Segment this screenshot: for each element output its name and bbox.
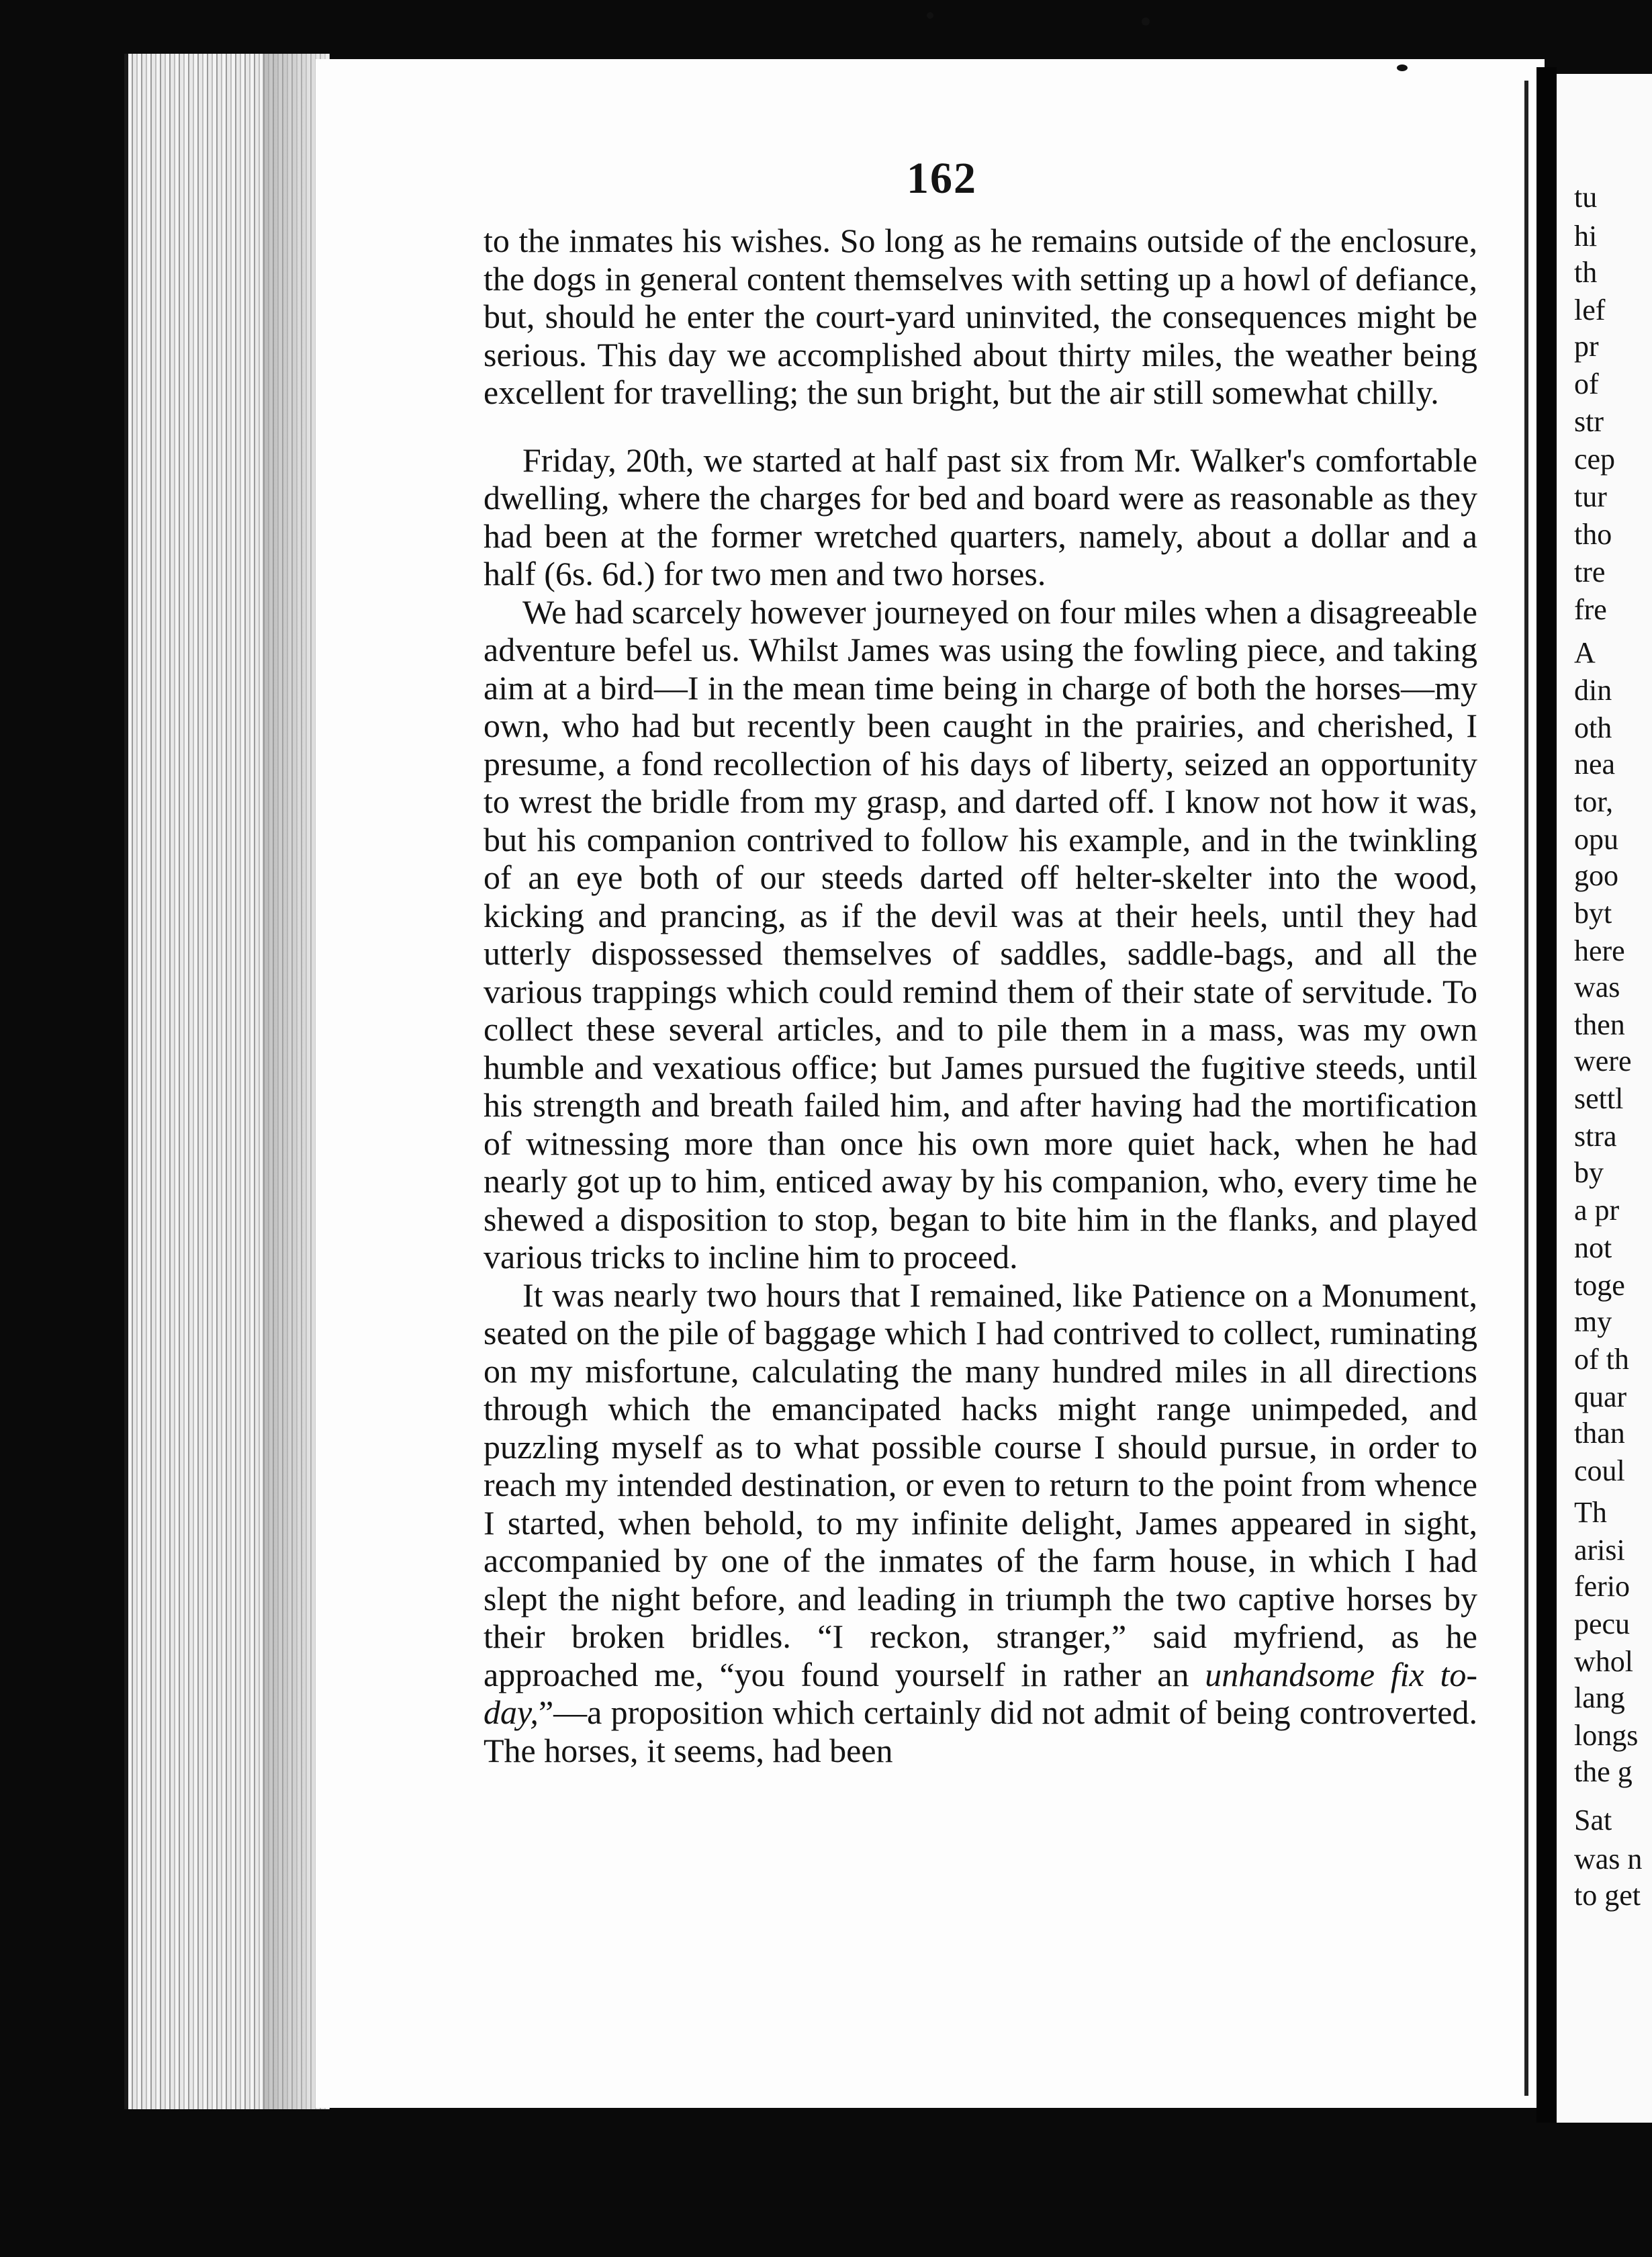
gutter-shadow bbox=[1536, 67, 1557, 2123]
facing-page-fragment: hi bbox=[1574, 220, 1598, 253]
paragraph-4-text: It was nearly two hours that I remained, like Patience on a Monument, seated on the pile of baggage which I had contrived to collect, ruminating on my misfortune, calculating the many hundred miles in all directions through which the emancipated hacks might range unimpeded, and puzzling myself as to what possible course I should pursue, in order to reach my intended destination, or even to return to the point from whence I started, when behold, to my infinite delight, James appeared in sight, accompanied by one of the inmates of the farm house, in which I had slept the night before, and leading in triumph the two captive horses by their broken bridles. “I reckon, stranger,” said myfriend, as he approached me, “you found yourself in rather an bbox=[484, 1276, 1477, 1693]
facing-page-fragment: pr bbox=[1574, 330, 1599, 363]
facing-page-fragment: opu bbox=[1574, 823, 1618, 856]
facing-page-fragment: str bbox=[1574, 405, 1604, 438]
facing-page-fragment: Th bbox=[1574, 1496, 1607, 1529]
facing-page-fragment: cep bbox=[1574, 443, 1616, 476]
facing-page-fragment: th bbox=[1574, 256, 1598, 289]
facing-page-fragment: tu bbox=[1574, 181, 1598, 214]
facing-page-fragment: whol bbox=[1574, 1645, 1633, 1678]
facing-page-fragment: was bbox=[1574, 971, 1620, 1004]
facing-page-fragment: ferio bbox=[1574, 1570, 1631, 1603]
facing-page-fragment: not bbox=[1574, 1231, 1612, 1264]
paragraph-4 bbox=[484, 1276, 1477, 1770]
facing-page-fragment: tur bbox=[1574, 480, 1607, 513]
facing-page-fragment: my bbox=[1574, 1305, 1612, 1338]
facing-page-fragment: then bbox=[1574, 1008, 1625, 1041]
facing-page-fragment: pecu bbox=[1574, 1607, 1631, 1640]
facing-page-fragment: Sat bbox=[1574, 1804, 1612, 1836]
facing-page-fragment: to get bbox=[1574, 1879, 1641, 1912]
dust-speck bbox=[927, 12, 933, 19]
facing-page-fragment: by bbox=[1574, 1156, 1604, 1189]
facing-page-fragment: A bbox=[1574, 636, 1596, 669]
facing-page bbox=[1557, 74, 1652, 2123]
facing-page-fragment: arisi bbox=[1574, 1534, 1625, 1566]
facing-page-fragment: lef bbox=[1574, 294, 1606, 326]
facing-page-fragment: were bbox=[1574, 1045, 1632, 1077]
gutter-line bbox=[1524, 81, 1528, 2096]
facing-page-fragment: of bbox=[1574, 367, 1599, 400]
facing-page-fragment: longs bbox=[1574, 1719, 1639, 1752]
facing-page-fragment: settl bbox=[1574, 1082, 1624, 1115]
dust-speck bbox=[1397, 64, 1408, 71]
text-column bbox=[484, 222, 1477, 1769]
facing-page-fragment: coul bbox=[1574, 1454, 1625, 1487]
paragraph-1: to the inmates his wishes. So long as he remains outside of the enclosure, the dogs in general content themselves with setting up a howl of defiance, but, should he enter the court-yard uninvited, the consequences might be serious. This day we accomplished about thirty miles, the weather being excellent for travelling; the sun bright, but the air still somewhat chilly. bbox=[484, 222, 1477, 411]
facing-page-fragment: byt bbox=[1574, 897, 1612, 930]
facing-page-fragment: lang bbox=[1574, 1681, 1625, 1714]
facing-page-fragment: oth bbox=[1574, 711, 1612, 744]
facing-page-fragment: of th bbox=[1574, 1343, 1629, 1376]
page-edges bbox=[124, 54, 330, 2109]
paragraph-3: We had scarcely however journeyed on four miles when a disagreeable adventure befel us. Whilst James was using the fowling piece, and taking aim at a bird—I in the mean time being in charge of both the horses—my own, who had but recently been caught in the prairies, and cherished, I presume, a fond recollection of his days of liberty, seized an opportunity to wrest the bridle from my grasp, and darted off. I know not how it was, but his companion contrived to follow his example, and in the twinkling of an eye both of our steeds darted off helter-skelter into the wood, kicking and prancing, as if the devil was at their heels, until they had utterly dispossessed themselves of saddles, saddle-bags, and all the various trappings which could remind them of their state of servitude. To collect these several articles, and to pile them in a mass, was my own humble and vexatious office; but James pursued the fugitive steeds, until his strength and breath failed him, and after having had the mortification of witnessing more than once his own more quiet hack, when he had nearly got up to him, enticed away by his companion, who, every time he shewed a disposition to stop, began to bite him in the flanks, and played various tricks to incline him to proceed. bbox=[484, 592, 1477, 1276]
facing-page-fragment: stra bbox=[1574, 1120, 1617, 1153]
facing-page-fragment: here bbox=[1574, 934, 1625, 967]
facing-page-fragment: the g bbox=[1574, 1755, 1633, 1788]
facing-page-fragment: tho bbox=[1574, 518, 1612, 551]
paragraph-4-tail: ”—a proposition which certainly did not admit of being controverted. The horses, it seems, had been bbox=[484, 1693, 1477, 1769]
facing-page-fragment: quar bbox=[1574, 1380, 1627, 1413]
facing-page-fragment: goo bbox=[1574, 859, 1618, 892]
facing-page-fragment: a pr bbox=[1574, 1194, 1620, 1227]
facing-page-fragment: nea bbox=[1574, 748, 1616, 781]
facing-page-fragment: was n bbox=[1574, 1843, 1643, 1875]
facing-page-fragment: than bbox=[1574, 1417, 1625, 1450]
facing-page-fragment: toge bbox=[1574, 1269, 1625, 1302]
facing-page-fragment: tre bbox=[1574, 556, 1606, 588]
facing-page-fragment: fre bbox=[1574, 593, 1607, 626]
facing-page-fragment: tor, bbox=[1574, 785, 1614, 818]
italic-phrase: unhandsome fix to-day, bbox=[484, 1655, 1478, 1731]
facing-page-fragment: din bbox=[1574, 674, 1612, 707]
dust-speck bbox=[1142, 17, 1150, 26]
page-number: 162 bbox=[907, 154, 977, 203]
paragraph-2: Friday, 20th, we started at half past six from Mr. Walker's comfortable dwelling, where the charges for bed and board were as reasonable as they had been at the former wretched quarters, namely, about a dollar and a half (6s. 6d.) for two men and two horses. bbox=[484, 441, 1477, 592]
